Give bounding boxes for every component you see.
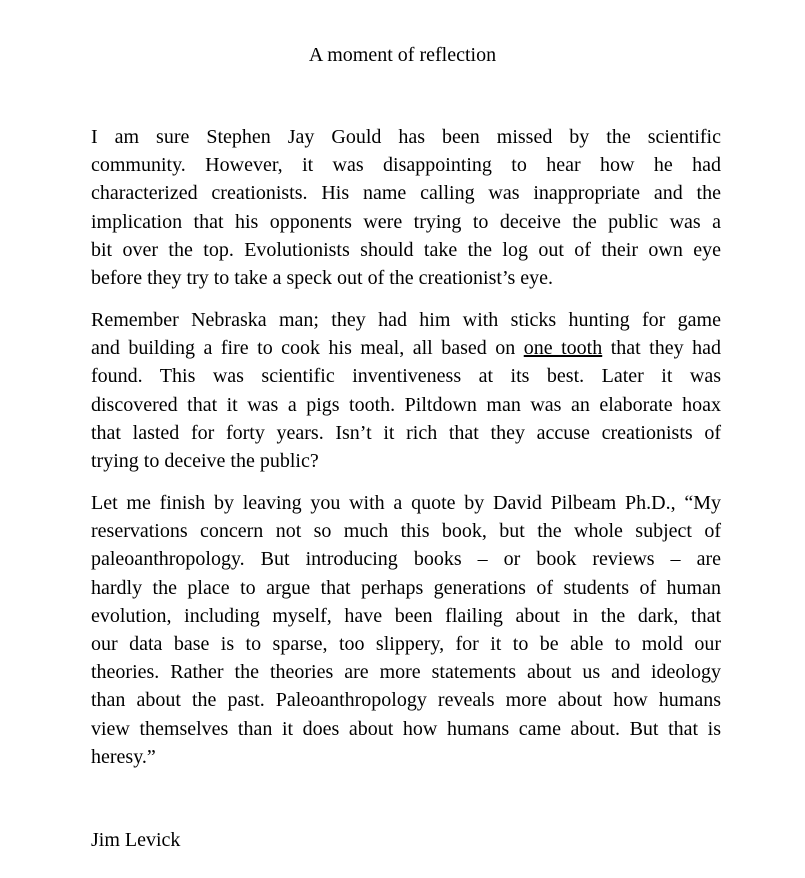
text-line: our data base is to sparse, too slippery, for it to be able to mold our (91, 632, 721, 655)
text-segment: that they had (602, 337, 721, 360)
text-line: heresy.” (91, 745, 156, 768)
text-line: found. This was scientific inventiveness at its best. Later it was (91, 365, 721, 388)
text-line: reservations concern not so much this book, but the whole subject of (91, 520, 721, 543)
text-line: hardly the place to argue that perhaps generations of students of human (91, 576, 721, 599)
document-title: A moment of reflection (308, 44, 497, 66)
text-line-with-underline (91, 334, 721, 362)
text-line: community. However, it was disappointing to hear how he had (91, 154, 721, 177)
underlined-emphasis: one tooth (523, 337, 603, 360)
text-line: view themselves than it does about how humans came about. But that is (91, 717, 721, 740)
text-line: paleoanthropology. But introducing books – or book reviews – are (91, 548, 721, 571)
text-line: evolution, including myself, have been flailing about in the dark, that (91, 604, 721, 627)
author-signature: Jim Levick (91, 829, 181, 851)
paragraph-gould (91, 123, 721, 292)
text-line: Remember Nebraska man; they had him with sticks hunting for game (91, 309, 721, 331)
text-line: I am sure Stephen Jay Gould has been missed by the scientific (91, 126, 721, 148)
paragraph-pilbeam-quote (91, 489, 721, 771)
text-line: implication that his opponents were trying to deceive the public was a (91, 210, 721, 233)
text-line: theories. Rather the theories are more statements about us and ideology (91, 661, 721, 684)
paragraph-nebraska-man (91, 306, 721, 475)
text-line: characterized creationists. His name calling was inappropriate and the (91, 182, 721, 205)
text-line: that lasted for forty years. Isn’t it rich that they accuse creationists of (91, 421, 721, 444)
text-line: than about the past. Paleoanthropology reveals more about how humans (91, 689, 721, 712)
text-line: discovered that it was a pigs tooth. Piltdown man was an elaborate hoax (91, 393, 721, 416)
text-line: trying to deceive the public? (91, 449, 319, 472)
text-line: Let me finish by leaving you with a quote by David Pilbeam Ph.D., “My (91, 492, 721, 514)
text-segment: and building a fire to cook his meal, all based on (91, 337, 524, 360)
text-line: before they try to take a speck out of the creationist’s eye. (91, 266, 554, 289)
text-line: bit over the top. Evolutionists should take the log out of their own eye (91, 238, 721, 261)
